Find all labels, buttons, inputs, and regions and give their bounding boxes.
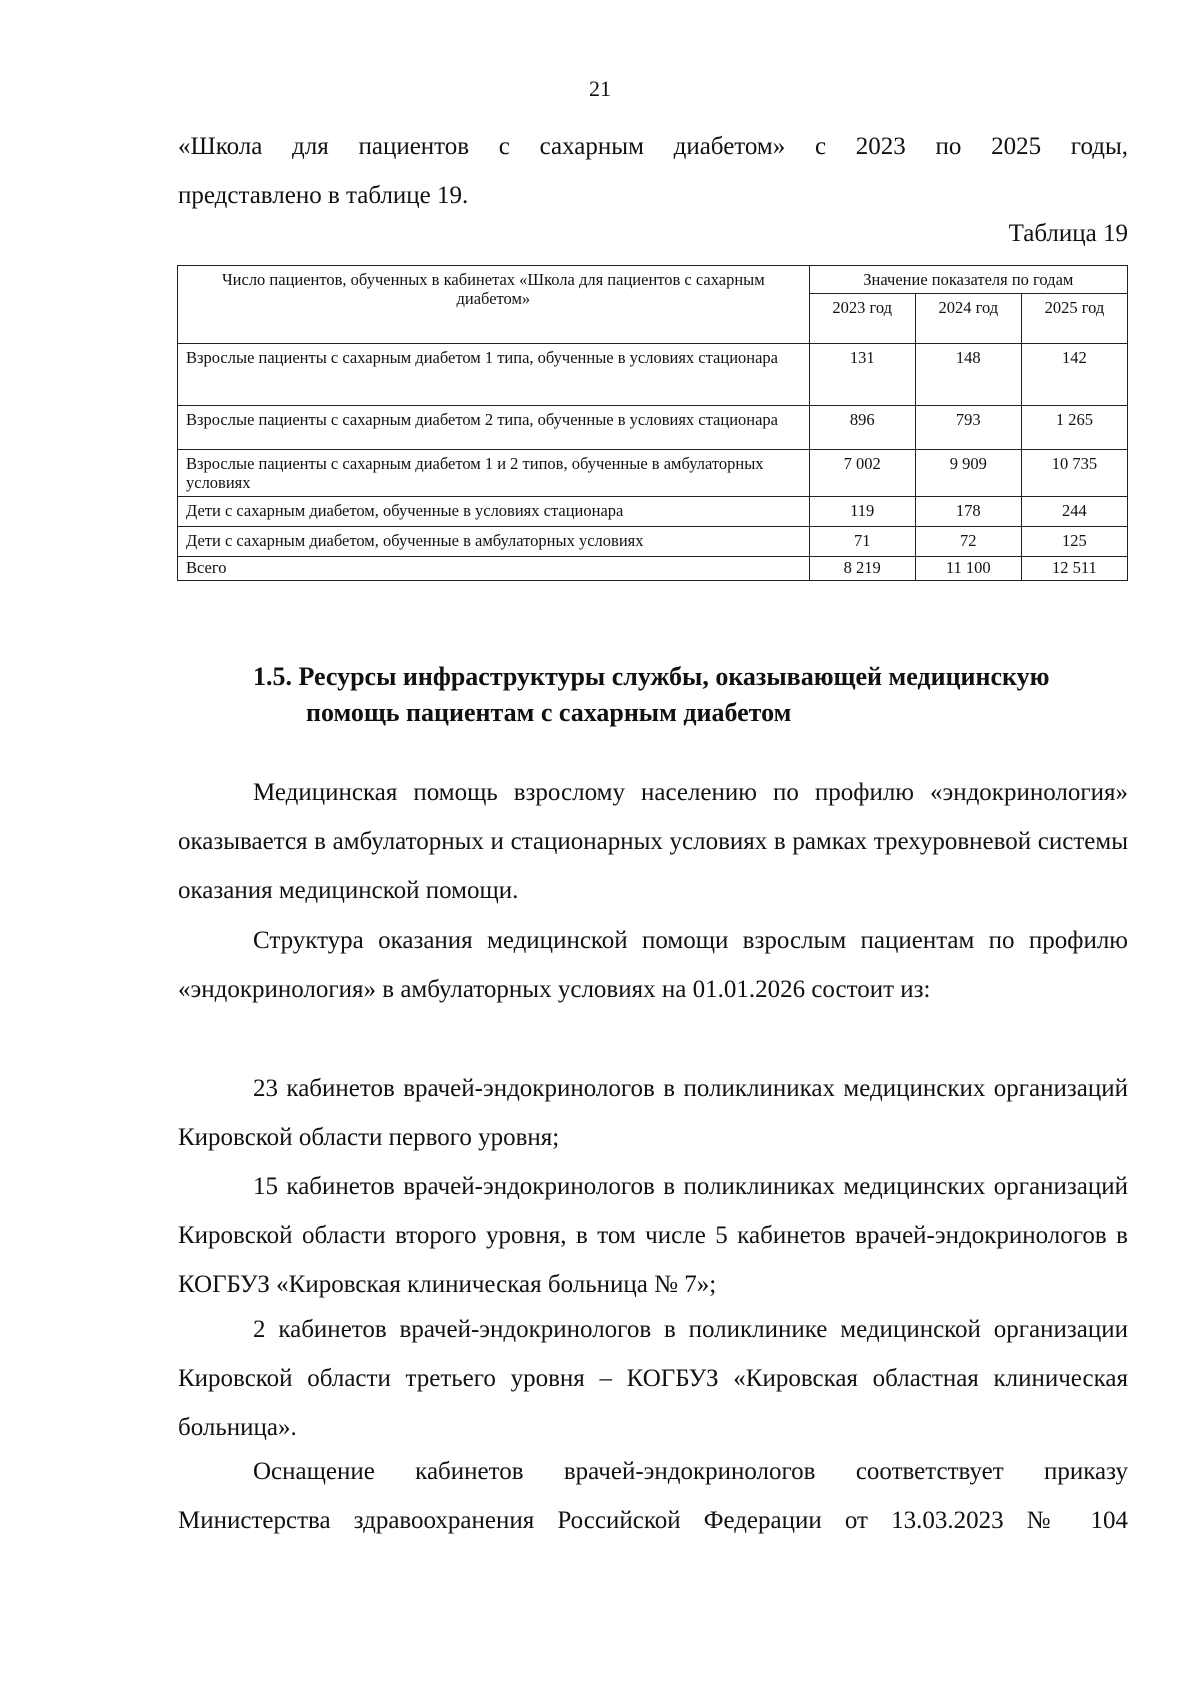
row-value: 131 — [809, 344, 915, 406]
row-value: 7 002 — [809, 450, 915, 497]
row-value: 178 — [915, 497, 1021, 527]
data-table — [177, 265, 1128, 581]
table-row — [178, 497, 1128, 527]
table-row — [178, 344, 1128, 406]
table-row — [178, 527, 1128, 557]
year-2023-header: 2023 год — [809, 294, 915, 344]
paragraph-1: Медицинская помощь взрослому населению по профилю «эндокринология» оказывается в амбулаторных и стационарных условиях в рамках трехуровневой системы оказания медицинской помощи. — [178, 779, 1128, 904]
row-value: 11 100 — [915, 557, 1021, 581]
table-row — [178, 406, 1128, 450]
table-header-row — [178, 266, 1128, 294]
row-value: 148 — [915, 344, 1021, 406]
table-row — [178, 450, 1128, 497]
row-value: 244 — [1021, 497, 1127, 527]
table-total-row — [178, 557, 1128, 581]
paragraph-6: Оснащение кабинетов врачей-эндокринологов соответствует приказу Министерства здравоохранения Российской Федерации от 13.03.2023 № 104 — [178, 1458, 1128, 1534]
paragraph-2: Структура оказания медицинской помощи взрослым пациентам по профилю «эндокринология» в амбулаторных условиях на 01.01.2026 состоит из: — [178, 927, 1128, 1003]
row-value: 12 511 — [1021, 557, 1127, 581]
table-header-label: Число пациентов, обученных в кабинетах «Школа для пациентов с сахарным диабетом» — [178, 266, 810, 344]
table-header-group: Значение показателя по годам — [809, 266, 1127, 294]
row-value: 896 — [809, 406, 915, 450]
row-label: Всего — [178, 557, 810, 581]
row-value: 1 265 — [1021, 406, 1127, 450]
intro-line-1: «Школа для пациентов с сахарным диабетом» с 2023 по 2025 годы, — [178, 133, 1128, 160]
row-value: 71 — [809, 527, 915, 557]
paragraph-3: 23 кабинетов врачей-эндокринологов в поликлиниках медицинских организаций Кировской области первого уровня; — [178, 1075, 1128, 1151]
year-2024-header: 2024 год — [915, 294, 1021, 344]
table-caption: Таблица 19 — [1008, 220, 1128, 247]
row-value: 125 — [1021, 527, 1127, 557]
section-heading — [253, 659, 1128, 731]
row-label: Дети с сахарным диабетом, обученные в условиях стационара — [178, 497, 810, 527]
row-label: Дети с сахарным диабетом, обученные в амбулаторных условиях — [178, 527, 810, 557]
row-label: Взрослые пациенты с сахарным диабетом 2 типа, обученные в условиях стационара — [178, 406, 810, 450]
section-heading-line-2: помощь пациентам с сахарным диабетом — [306, 698, 792, 727]
row-label: Взрослые пациенты с сахарным диабетом 1 типа, обученные в условиях стационара — [178, 344, 810, 406]
page-number: 21 — [589, 76, 611, 101]
year-2025-header: 2025 год — [1021, 294, 1127, 344]
row-value: 142 — [1021, 344, 1127, 406]
row-value: 10 735 — [1021, 450, 1127, 497]
row-value: 793 — [915, 406, 1021, 450]
row-value: 9 909 — [915, 450, 1021, 497]
paragraph-5: 2 кабинетов врачей-эндокринологов в поликлинике медицинской организации Кировской области третьего уровня – КОГБУЗ «Кировская областная клиническая больница». — [178, 1316, 1128, 1441]
row-value: 119 — [809, 497, 915, 527]
row-value: 72 — [915, 527, 1021, 557]
paragraph-4: 15 кабинетов врачей-эндокринологов в поликлиниках медицинских организаций Кировской области второго уровня, в том числе 5 кабинетов врачей-эндокринологов в КОГБУЗ «Кировская клиническая больница № 7»; — [178, 1173, 1128, 1298]
row-value: 8 219 — [809, 557, 915, 581]
row-label: Взрослые пациенты с сахарным диабетом 1 и 2 типов, обученные в амбулаторных условиях — [178, 450, 810, 497]
intro-line-2: представлено в таблице 19. — [178, 182, 469, 209]
section-heading-line-1: 1.5. Ресурсы инфраструктуры службы, оказывающей медицинскую — [253, 662, 1050, 691]
